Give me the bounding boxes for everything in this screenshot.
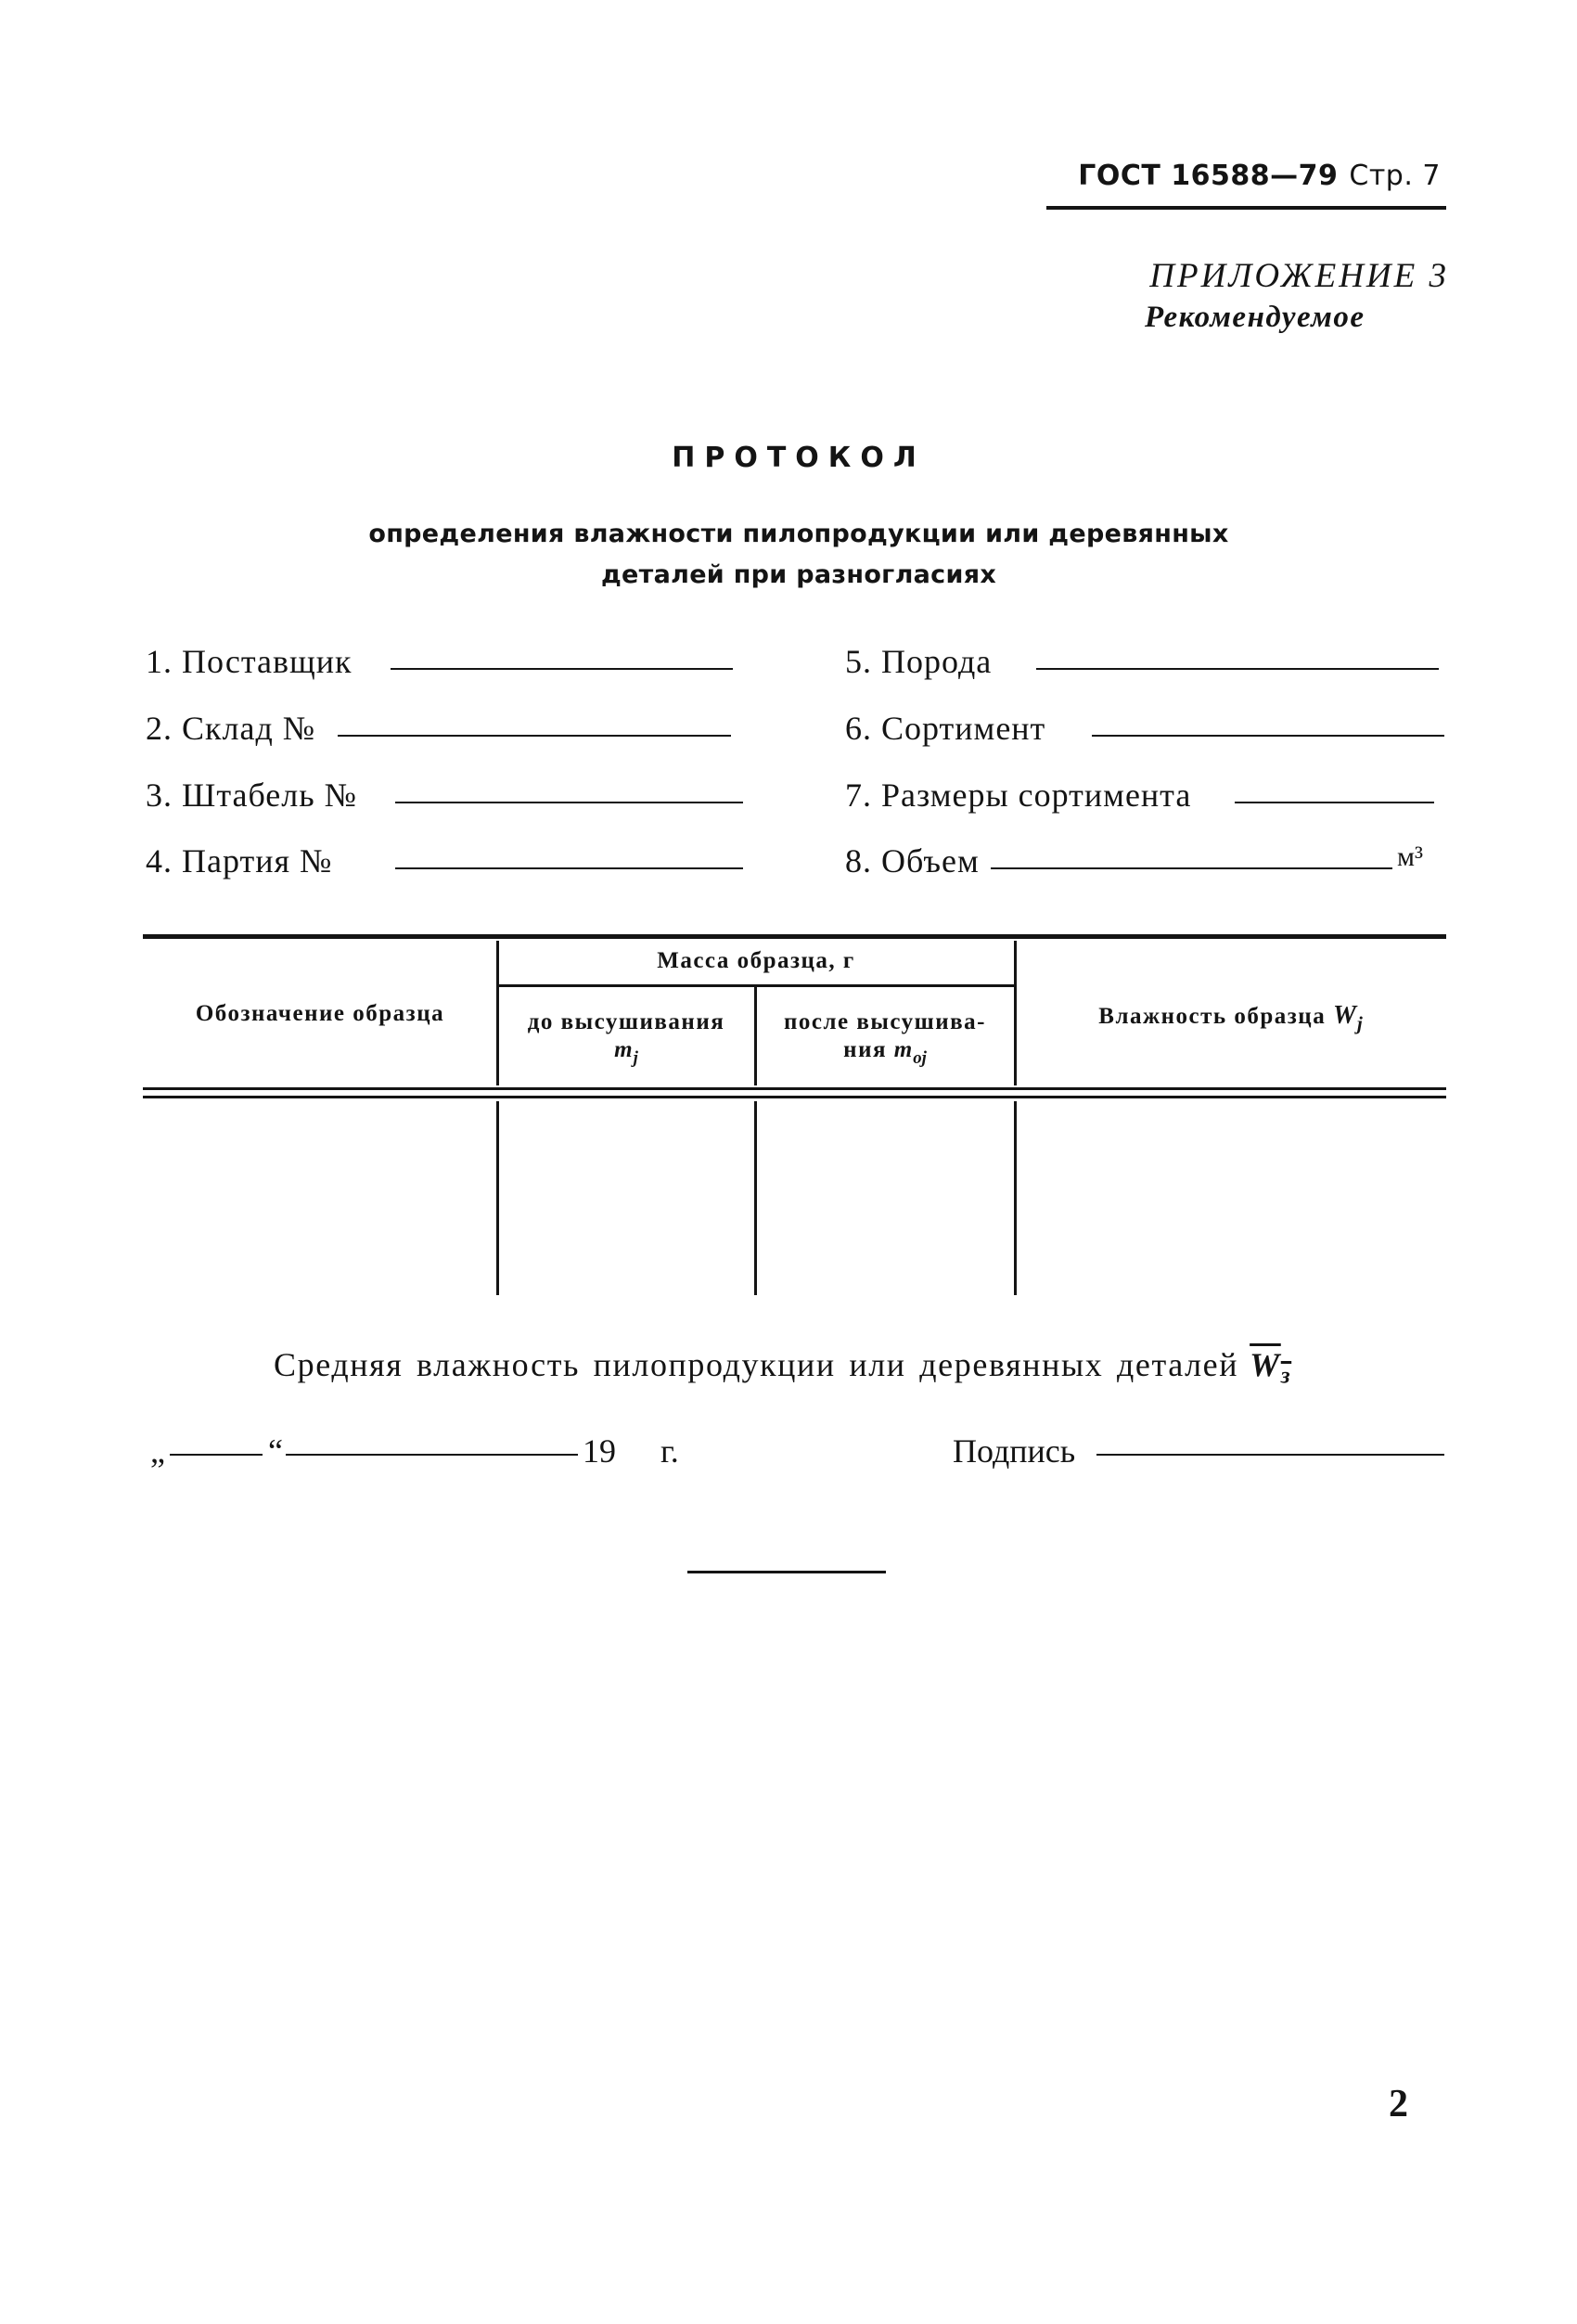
symbol-w-avg: $W_з$ (1250, 1346, 1292, 1389)
symbol-m-oj: $m_{oj}$ (893, 1037, 927, 1068)
date-month-line (286, 1454, 578, 1456)
signature-line (1096, 1454, 1444, 1456)
signature-label: Подпись (953, 1432, 1076, 1470)
protocol-subtitle-line2: деталей при разногласиях (600, 560, 997, 589)
column-header-before-symbol (497, 1037, 755, 1069)
field-batch-line (395, 867, 743, 869)
field-supplier-label: 1. Поставщик (146, 643, 353, 680)
field-supplier-line (391, 668, 733, 670)
column-header-after-line2 (755, 1037, 1015, 1069)
protocol-title: ПРОТОКОЛ (672, 442, 926, 474)
date-open-quote: „ (150, 1432, 165, 1470)
field-volume-line (991, 867, 1392, 869)
page-number: 2 (1389, 2083, 1408, 2125)
table-top-rule (143, 934, 1446, 939)
date-year-prefix: 19 (583, 1432, 616, 1470)
column-header-moisture (1015, 1001, 1446, 1035)
moisture-label: Влажность образца (1098, 1004, 1327, 1029)
column-header-before-drying: до высушивания (527, 1009, 725, 1034)
appendix-title: ПРИЛОЖЕНИЕ 3 (1149, 257, 1449, 295)
average-moisture-text: Средняя влажность пилопродукции или деревянных деталей (274, 1346, 1239, 1383)
field-stack-label: 3. Штабель № (146, 777, 358, 814)
column-header-designation: Обозначение образца (195, 1001, 445, 1026)
table-header-rule-lower (143, 1096, 1446, 1098)
field-volume-label: 8. Объем (845, 842, 980, 880)
end-of-section-rule (687, 1571, 886, 1573)
table-body-divider-1 (496, 1101, 499, 1295)
field-dimensions-line (1235, 802, 1434, 803)
field-stack-line (395, 802, 743, 803)
standard-number: ГОСТ 16588—79 (1078, 160, 1339, 192)
appendix-status: Рекомендуемое (1145, 301, 1365, 334)
average-moisture-line (274, 1345, 1291, 1390)
table-header-divider-2 (754, 987, 757, 1085)
standard-header (1078, 160, 1441, 192)
field-species-label: 5. Порода (845, 643, 993, 680)
symbol-m-j: $m_j$ (614, 1037, 638, 1068)
field-warehouse-label: 2. Склад № (146, 710, 316, 747)
table-body-divider-2 (754, 1101, 757, 1295)
field-volume-unit: м³ (1397, 841, 1423, 872)
symbol-w-j: $W_j$ (1332, 1001, 1363, 1035)
column-group-mass: Масса образца, г (657, 948, 855, 973)
date-day-line (170, 1454, 263, 1456)
field-species-line (1036, 668, 1439, 670)
field-batch-label: 4. Партия № (146, 842, 333, 880)
column-header-after-drying: после высушива- (784, 1009, 986, 1034)
page-reference: Стр. 7 (1349, 160, 1441, 192)
protocol-subtitle-line1: определения влажности пилопродукции или деревянных (368, 520, 1229, 548)
date-year-suffix: г. (660, 1432, 679, 1470)
after-drying-word-end: ния (843, 1037, 888, 1062)
field-assortment-line (1092, 735, 1444, 737)
date-close-quote: “ (268, 1432, 283, 1470)
field-warehouse-line (338, 735, 731, 737)
field-assortment-label: 6. Сортимент (845, 710, 1046, 747)
field-dimensions-label: 7. Размеры сортимента (845, 777, 1192, 814)
header-rule (1046, 206, 1446, 210)
table-header-rule-upper (143, 1087, 1446, 1090)
table-body-divider-3 (1014, 1101, 1017, 1295)
